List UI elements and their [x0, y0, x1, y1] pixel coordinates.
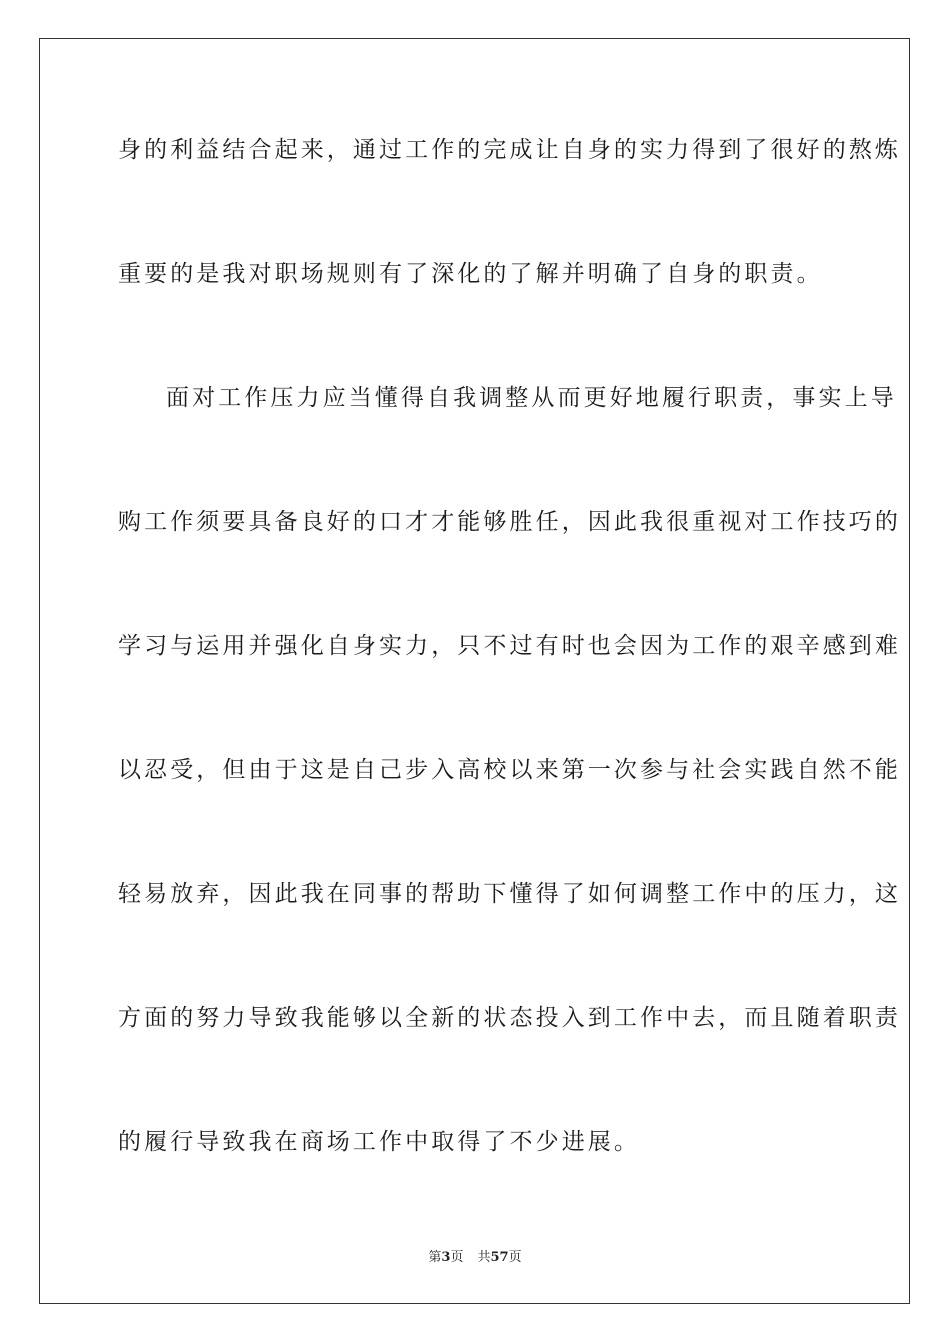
page-indicator: 第3页 — [428, 1250, 464, 1265]
text-line: 的履行导致我在商场工作中取得了不少进展。 — [118, 1129, 640, 1155]
total-pages: 57 — [490, 1250, 509, 1265]
page-number: 3 — [441, 1250, 451, 1265]
text-line: 方面的努力导致我能够以全新的状态投入到工作中去，而且随着职责 — [118, 1005, 901, 1031]
text-line: 重要的是我对职场规则有了深化的了解并明确了自身的职责。 — [118, 261, 823, 287]
text-line: 学习与运用并强化自身实力，只不过有时也会因为工作的艰辛感到难 — [118, 633, 901, 659]
page-footer — [0, 1246, 950, 1265]
text-line: 身的利益结合起来，通过工作的完成让自身的实力得到了很好的熬炼 — [118, 137, 901, 163]
paragraph-start-line: 面对工作压力应当懂得自我调整从而更好地履行职责，事实上导 — [166, 385, 897, 411]
document-body — [118, 128, 901, 1244]
text-line: 轻易放弃，因此我在同事的帮助下懂得了如何调整工作中的压力，这 — [118, 881, 901, 907]
text-line: 购工作须要具备良好的口才才能够胜任，因此我很重视对工作技巧的 — [118, 509, 901, 535]
total-pages-indicator: 共57页 — [477, 1250, 522, 1265]
text-line: 以忍受，但由于这是自己步入高校以来第一次参与社会实践自然不能 — [118, 757, 901, 783]
